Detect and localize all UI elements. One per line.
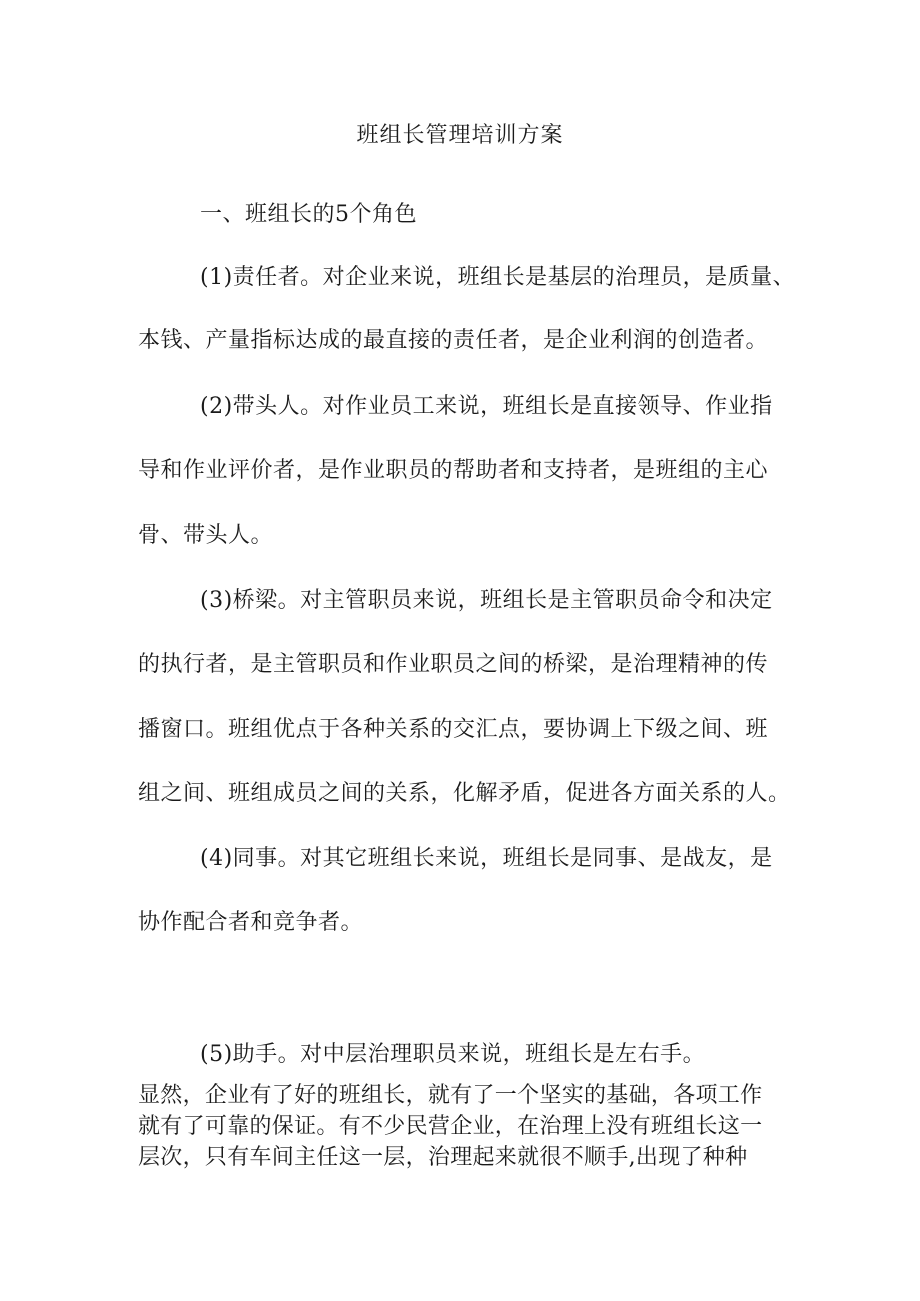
document-title: 班组长管理培训方案 <box>356 123 564 148</box>
paragraph-line: 组之间、班组成员之间的关系，化解矛盾，促进各方面关系的人。 <box>138 781 791 806</box>
paragraph-line: (4)同事。对其它班组长来说，班组长是同事、是战友，是 <box>200 846 773 871</box>
paragraph-line: (3)桥梁。对主管职员来说，班组长是主管职员命令和决定 <box>200 588 773 613</box>
paragraph-line: 显然，企业有了好的班组长，就有了一个坚实的基础，各项工作 <box>138 1083 763 1108</box>
paragraph-line: (1)责任者。对企业来说，班组长是基层的治理员，是质量、 <box>200 265 796 290</box>
paragraph-line: 协作配合者和竞争者。 <box>138 910 364 935</box>
paragraph-line: 就有了可靠的保证。有不少民营企业，在治理上没有班组长这一 <box>138 1114 763 1139</box>
paragraph-line: 导和作业评价者，是作业职员的帮助者和支持者，是班组的主心 <box>138 458 769 483</box>
paragraph-line: 本钱、产量指标达成的最直接的责任者，是企业利润的创造者。 <box>138 328 769 353</box>
paragraph-line: (5)助手。对中层治理职员来说，班组长是左右手。 <box>200 1042 706 1067</box>
paragraph-line: (2)带头人。对作业员工来说，班组长是直接领导、作业指 <box>200 394 773 419</box>
paragraph-line: 层次，只有车间主任这一层，治理起来就很不顺手,出现了种种 <box>138 1145 748 1170</box>
section-heading: 一、班组长的5个角色 <box>200 202 417 227</box>
paragraph-line: 骨、带头人。 <box>138 523 274 548</box>
paragraph-line: 的执行者，是主管职员和作业职员之间的桥梁，是治理精神的传 <box>138 652 769 677</box>
paragraph-line: 播窗口。班组优点于各种关系的交汇点，要协调上下级之间、班 <box>138 717 769 742</box>
